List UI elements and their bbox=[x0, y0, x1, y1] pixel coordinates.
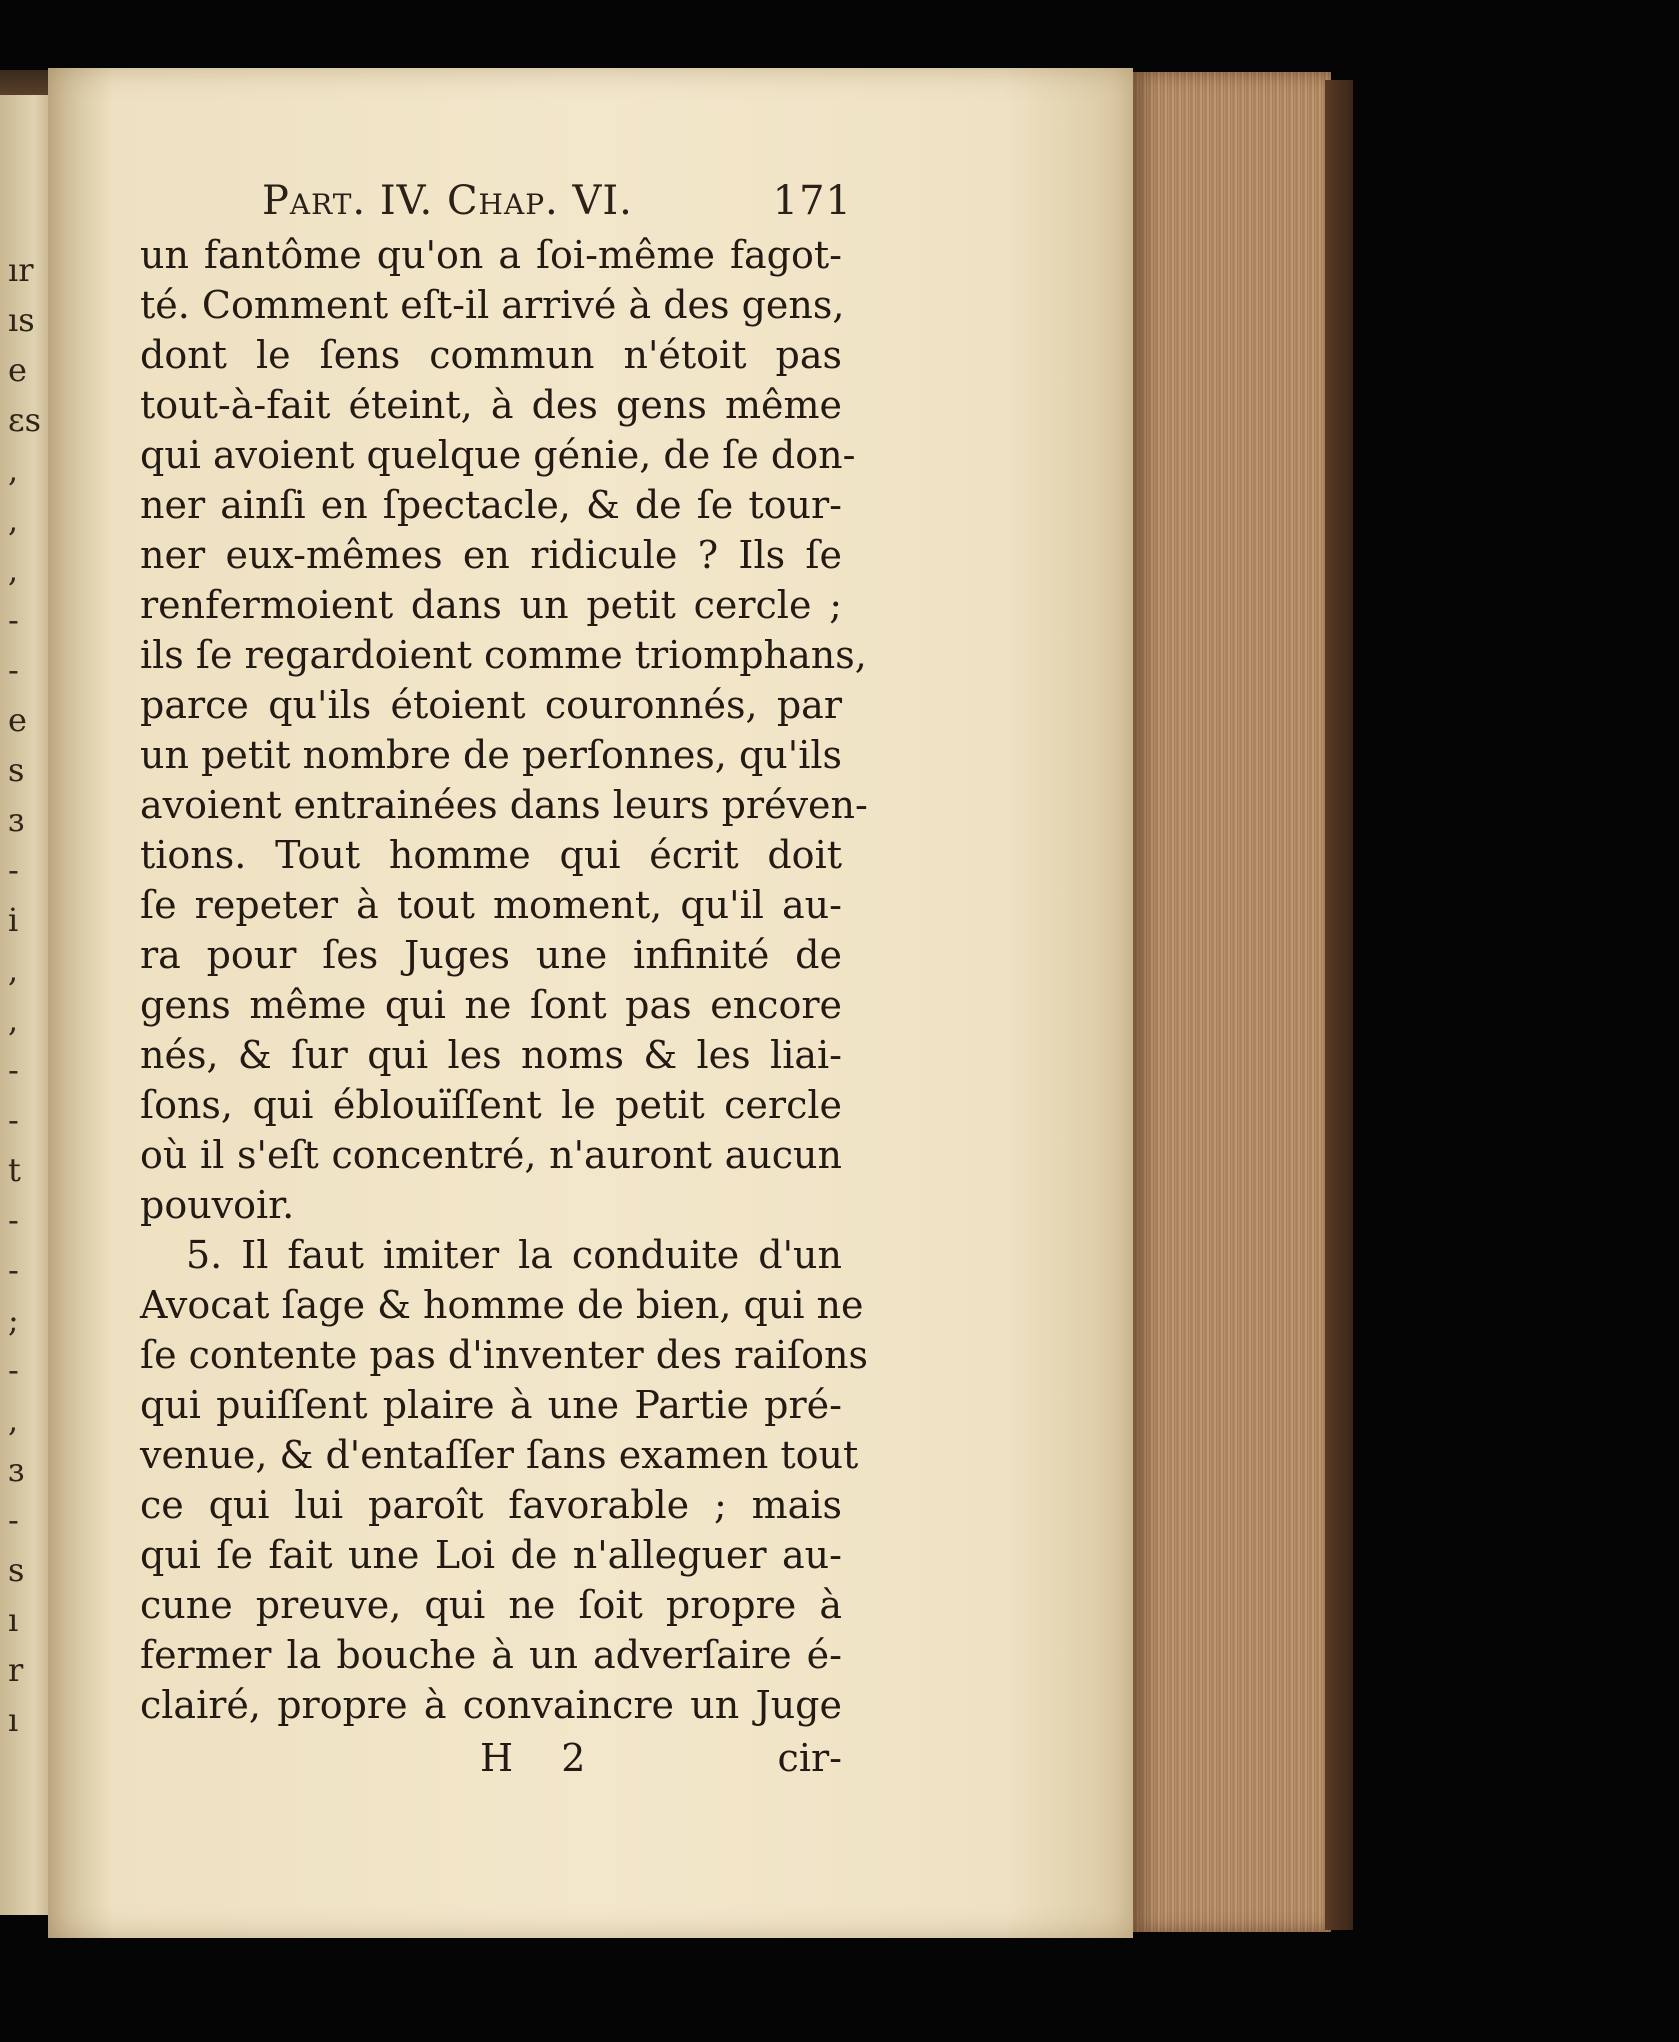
text-line: qui ſe fait une Loi de n'alleguer au- bbox=[140, 1533, 842, 1577]
previous-page-fragment: - bbox=[8, 1251, 19, 1289]
previous-page-fragment: - bbox=[8, 651, 19, 689]
text-line: té. Comment eſt-il arrivé à des gens, bbox=[140, 283, 845, 327]
text-line: un fantôme qu'on a ſoi-même fagot- bbox=[140, 233, 842, 277]
text-line: ſons, qui éblouïſſent le petit cercle bbox=[140, 1083, 842, 1127]
previous-page-fragment: ır bbox=[8, 251, 34, 289]
previous-page-fragment: - bbox=[8, 1501, 19, 1539]
text-line: ra pour ſes Juges une infinité de bbox=[140, 933, 842, 977]
text-line: ils ſe regardoient comme triomphans, bbox=[140, 633, 867, 677]
previous-page-fragment: - bbox=[8, 1101, 19, 1139]
previous-page-fragment: , bbox=[8, 451, 19, 489]
previous-page-fragment: ı bbox=[8, 1701, 19, 1739]
catchword: cir- bbox=[777, 1736, 842, 1780]
page-header bbox=[262, 178, 852, 224]
text-line: gens même qui ne ſont pas encore bbox=[140, 983, 842, 1027]
previous-page-fragment: , bbox=[8, 501, 19, 539]
previous-page-fragment: e bbox=[8, 351, 27, 389]
previous-page-fragment: - bbox=[8, 851, 19, 889]
text-line: tout-à-fait éteint, à des gens même bbox=[140, 383, 842, 427]
previous-page-fragment: ɛs bbox=[8, 401, 41, 439]
text-line: ner eux-mêmes en ridicule ? Ils ſe bbox=[140, 533, 842, 577]
text-line: avoient entrainées dans leurs préven- bbox=[140, 783, 868, 827]
running-title: Part. IV. Chap. VI. bbox=[262, 178, 633, 224]
text-line: ner ainſi en ſpectacle, & de ſe tour- bbox=[140, 483, 842, 527]
previous-page-fragment: , bbox=[8, 551, 19, 589]
text-line: fermer la bouche à un adverſaire é- bbox=[140, 1633, 842, 1677]
previous-page-fragment: , bbox=[8, 951, 19, 989]
text-line: qui avoient quelque génie, de ſe don- bbox=[140, 433, 856, 477]
text-line: ſe repeter à tout moment, qu'il au- bbox=[140, 883, 842, 927]
previous-page-fragment: - bbox=[8, 1201, 19, 1239]
text-line: venue, & d'entaſſer ſans examen tout bbox=[140, 1433, 859, 1477]
text-line: Avocat ſage & homme de bien, qui ne bbox=[140, 1283, 864, 1327]
text-line: ſe contente pas d'inventer des raiſons bbox=[140, 1333, 869, 1377]
text-line: dont le ſens commun n'étoit pas bbox=[140, 333, 842, 377]
text-line: parce qu'ils étoient couronnés, par bbox=[140, 683, 842, 727]
previous-page-fragment: s bbox=[8, 751, 25, 789]
page-fore-edge bbox=[1133, 72, 1331, 1932]
page-footer bbox=[140, 1733, 842, 1783]
previous-page-fragment: ı bbox=[8, 1601, 19, 1639]
text-line: un petit nombre de perſonnes, qu'ils bbox=[140, 733, 843, 777]
text-line: où il s'eſt concentré, n'auront aucun bbox=[140, 1133, 842, 1177]
previous-page-fragment: , bbox=[8, 1401, 19, 1439]
body-text bbox=[140, 230, 869, 1730]
text-line: cune preuve, qui ne ſoit propre à bbox=[140, 1583, 842, 1627]
previous-page-fragment: s bbox=[8, 1551, 25, 1589]
previous-page-fragment: ɜ bbox=[8, 1451, 25, 1489]
text-line: nés, & ſur qui les noms & les liai- bbox=[140, 1033, 842, 1077]
text-line: 5. Il faut imiter la conduite d'un bbox=[186, 1233, 842, 1277]
previous-page-fragment: ɜ bbox=[8, 801, 25, 839]
previous-page-fragment: t bbox=[8, 1151, 21, 1189]
text-line: clairé, propre à convaincre un Juge bbox=[140, 1683, 842, 1727]
previous-page-fragment: ıs bbox=[8, 301, 35, 339]
previous-page-fragment: , bbox=[8, 1001, 19, 1039]
page-number: 171 bbox=[772, 178, 852, 224]
previous-page-fragment: - bbox=[8, 1051, 19, 1089]
previous-page-fragment: e bbox=[8, 701, 27, 739]
text-line: ce qui lui paroît favorable ; mais bbox=[140, 1483, 842, 1527]
previous-page-fragment: - bbox=[8, 1351, 19, 1389]
previous-page-fragment: i bbox=[8, 901, 19, 939]
previous-page-fragment: r bbox=[8, 1651, 24, 1689]
book-cover-edge bbox=[1325, 80, 1353, 1930]
text-line: pouvoir. bbox=[140, 1183, 295, 1227]
text-line: qui puiſſent plaire à une Partie pré- bbox=[140, 1383, 842, 1427]
previous-page-fragment: ; bbox=[8, 1301, 19, 1339]
text-line: renfermoient dans un petit cercle ; bbox=[140, 583, 842, 627]
previous-page-fragment: - bbox=[8, 601, 19, 639]
signature-mark: H 2 bbox=[480, 1736, 604, 1780]
text-line: tions. Tout homme qui écrit doit bbox=[140, 833, 842, 877]
